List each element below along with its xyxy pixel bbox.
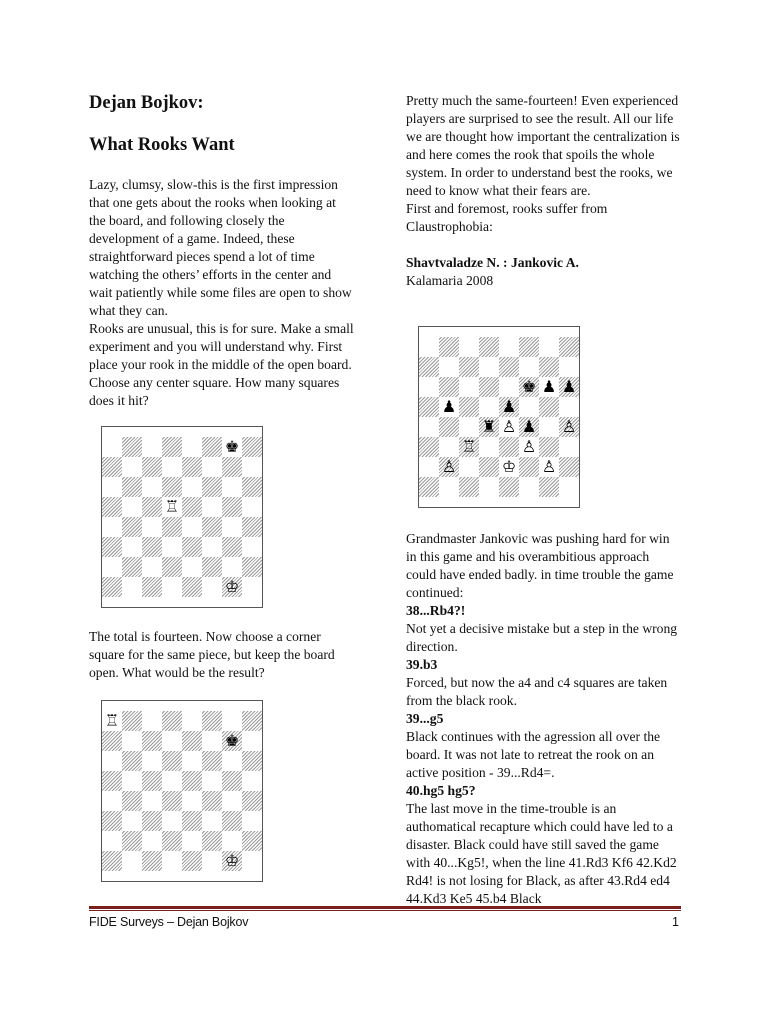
board-square (242, 711, 262, 731)
chess-piece-icon: ♔ (224, 577, 240, 596)
board-square (479, 457, 499, 477)
board-square (202, 577, 222, 597)
chess-piece-icon: ♙ (541, 457, 557, 476)
board-square (102, 791, 122, 811)
board-square (242, 771, 262, 791)
chess-piece-icon: ♙ (561, 417, 577, 436)
board-square (202, 751, 222, 771)
board-square (122, 457, 142, 477)
board-square (419, 457, 439, 477)
board-square (182, 791, 202, 811)
right-paragraph-1: Pretty much the same-fourteen! Even experienced players are surprised to see the result. All our life we are thought how important the centralization is and here comes the rook that spoils the whole system. In order to understand best the rooks, we need to know what their fears are. (406, 93, 680, 198)
board-square (559, 357, 579, 377)
board-square (102, 537, 122, 557)
board-square (202, 437, 222, 457)
chess-piece-icon: ♟ (541, 377, 557, 396)
commentary-intro: Grandmaster Jankovic was pushing hard for win in this game and his overambitious approach could have ended badly. in time trouble the game continued: (406, 531, 674, 600)
board-square (559, 457, 579, 477)
board-square (519, 457, 539, 477)
board-square (182, 477, 202, 497)
board-square (142, 751, 162, 771)
board-square (162, 577, 182, 597)
board-square (162, 771, 182, 791)
board-square (242, 791, 262, 811)
chess-piece-icon: ♜ (481, 417, 497, 436)
board-square (459, 377, 479, 397)
board-square (459, 397, 479, 417)
board-square (439, 417, 459, 437)
board-square (459, 417, 479, 437)
board-square (142, 831, 162, 851)
board-square (539, 417, 559, 437)
board-square (182, 577, 202, 597)
board-square (122, 517, 142, 537)
board-square (162, 711, 182, 731)
board-square (142, 731, 162, 751)
board-square (102, 731, 122, 751)
board-square (102, 497, 122, 517)
left-column (89, 92, 354, 410)
board-square (142, 557, 162, 577)
board-square (102, 477, 122, 497)
board-square (202, 497, 222, 517)
board-square (102, 437, 122, 457)
board-square (162, 437, 182, 457)
board-square (162, 811, 182, 831)
board-square (182, 557, 202, 577)
board-square (479, 337, 499, 357)
board-square (242, 457, 262, 477)
board-square (242, 577, 262, 597)
move-3: 39...g5 (406, 711, 444, 726)
board-square (439, 357, 459, 377)
board-square (142, 811, 162, 831)
board-square (539, 357, 559, 377)
board-square (419, 337, 439, 357)
board-square (242, 497, 262, 517)
board-square (202, 517, 222, 537)
board-square (202, 811, 222, 831)
board-square (559, 337, 579, 357)
game-event: Kalamaria 2008 (406, 273, 494, 288)
chess-piece-icon: ♔ (501, 457, 517, 476)
note-1: Not yet a decisive mistake but a step in the wrong direction. (406, 621, 678, 654)
board-square (182, 457, 202, 477)
board-square (499, 377, 519, 397)
board-square (459, 457, 479, 477)
board-square (102, 771, 122, 791)
board-square (242, 851, 262, 871)
board-square (182, 831, 202, 851)
board-square (459, 337, 479, 357)
chess-piece-icon: ♔ (224, 851, 240, 870)
footer-rule (89, 906, 681, 909)
board-square (122, 811, 142, 831)
chess-piece-icon: ♖ (164, 497, 180, 516)
board-square (102, 811, 122, 831)
board-square (182, 517, 202, 537)
note-3: Black continues with the agression all over the board. It was not late to retreat the rook on an active position - 39...Rd4=. (406, 729, 661, 780)
move-4: 40.hg5 hg5? (406, 783, 476, 798)
board-square (202, 791, 222, 811)
board-square (419, 437, 439, 457)
author-heading: Dejan Bojkov: (89, 93, 204, 113)
board-square (142, 477, 162, 497)
right-column (406, 92, 681, 290)
board-square (162, 557, 182, 577)
board-square (202, 557, 222, 577)
chess-diagram-3 (418, 326, 580, 508)
board-square (242, 557, 262, 577)
board-square (519, 357, 539, 377)
board-square (102, 457, 122, 477)
page-number: 1 (672, 915, 679, 929)
board-square (559, 477, 579, 497)
board-square (142, 577, 162, 597)
board-square (122, 731, 142, 751)
board-square (122, 557, 142, 577)
board-square (222, 537, 242, 557)
board-square (419, 377, 439, 397)
board-square (122, 437, 142, 457)
chess-piece-icon: ♚ (224, 731, 240, 750)
board-square (519, 397, 539, 417)
board-square (142, 437, 162, 457)
board-square (222, 711, 242, 731)
board-square (142, 497, 162, 517)
board-square (122, 577, 142, 597)
board-square (222, 771, 242, 791)
board-square (162, 851, 182, 871)
board-square (202, 731, 222, 751)
board-square (519, 337, 539, 357)
board-square (499, 437, 519, 457)
board-square (202, 831, 222, 851)
board-square (142, 457, 162, 477)
board-square (182, 811, 202, 831)
board-square (499, 477, 519, 497)
board-square (439, 337, 459, 357)
board-square (222, 791, 242, 811)
board-square (162, 517, 182, 537)
game-commentary (406, 530, 681, 908)
board-square (222, 811, 242, 831)
board-square (122, 851, 142, 871)
board-square (242, 811, 262, 831)
board-square (202, 457, 222, 477)
chess-piece-icon: ♟ (501, 397, 517, 416)
board-square (162, 751, 182, 771)
chess-piece-icon: ♙ (501, 417, 517, 436)
board-square (539, 437, 559, 457)
board-square (439, 477, 459, 497)
board-square (142, 711, 162, 731)
board-square (202, 851, 222, 871)
board-square (202, 771, 222, 791)
board-square (102, 557, 122, 577)
board-square (419, 417, 439, 437)
game-players: Shavtvaladze N. : Jankovic A. (406, 255, 579, 270)
board-square (242, 537, 262, 557)
chess-piece-icon: ♟ (561, 377, 577, 396)
left-paragraph-1: Lazy, clumsy, slow-this is the first impression that one gets about the rooks when looking at the board, and following closely the development of a game. Indeed, these straightforward pieces spend a lot of time watching the others’ efforts in the center and wait patiently while some files are open to show what they can. (89, 177, 352, 318)
footer-title: FIDE Surveys – Dejan Bojkov (89, 915, 249, 929)
board-square (102, 517, 122, 537)
chess-diagram-2 (101, 700, 263, 882)
board-square (242, 751, 262, 771)
board-square (439, 377, 459, 397)
chess-diagram-1 (101, 426, 263, 608)
left-paragraph-3: The total is fourteen. Now choose a corner square for the same piece, but keep the board open. What would be the result? (89, 629, 335, 680)
board-square (142, 851, 162, 871)
board-square (182, 497, 202, 517)
left-paragraph-2: Rooks are unusual, this is for sure. Make a small experiment and you will understand why. First place your rook in the middle of the open board. Choose any center square. How many squares does it hit? (89, 321, 354, 408)
board-square (419, 477, 439, 497)
board-square (539, 337, 559, 357)
board-square (222, 517, 242, 537)
board-square (142, 771, 162, 791)
board-square (182, 537, 202, 557)
board-square (242, 437, 262, 457)
board-square (242, 477, 262, 497)
chess-piece-icon: ♟ (521, 417, 537, 436)
board-square (182, 751, 202, 771)
move-2: 39.b3 (406, 657, 438, 672)
board-square (242, 831, 262, 851)
board-square (162, 477, 182, 497)
board-square (222, 751, 242, 771)
chess-piece-icon: ♙ (441, 457, 457, 476)
board-square (499, 357, 519, 377)
board-square (122, 831, 142, 851)
board-square (122, 711, 142, 731)
board-square (162, 537, 182, 557)
board-square (162, 791, 182, 811)
board-square (142, 517, 162, 537)
right-paragraph-2: First and foremost, rooks suffer from Claustrophobia: (406, 201, 608, 234)
board-square (459, 357, 479, 377)
board-square (182, 771, 202, 791)
board-square (479, 477, 499, 497)
board-square (419, 397, 439, 417)
board-square (559, 437, 579, 457)
board-square (182, 437, 202, 457)
board-square (559, 397, 579, 417)
board-square (202, 537, 222, 557)
board-square (222, 557, 242, 577)
board-square (479, 397, 499, 417)
board-square (222, 477, 242, 497)
note-4: The last move in the time-trouble is an authomatical recapture which could have led to a disaster. Black could have still saved the game with 40...Kg5!, when the line 41.Rd3 Kf6 42.Kd2 Rd4! is not losing for Black, as after 43.Rd4 ed4 44.Kd3 Ke5 45.b4 Black (406, 801, 677, 906)
board-square (142, 791, 162, 811)
move-1: 38...Rb4?! (406, 603, 466, 618)
chess-piece-icon: ♖ (461, 437, 477, 456)
board-square (162, 457, 182, 477)
board-square (222, 497, 242, 517)
board-square (122, 477, 142, 497)
board-square (202, 711, 222, 731)
board-square (122, 771, 142, 791)
board-square (142, 537, 162, 557)
board-square (439, 437, 459, 457)
chess-piece-icon: ♙ (521, 437, 537, 456)
board-square (122, 751, 142, 771)
board-square (222, 457, 242, 477)
board-square (102, 831, 122, 851)
board-square (539, 397, 559, 417)
footer-rule-thin (89, 910, 681, 911)
board-square (479, 437, 499, 457)
board-square (102, 851, 122, 871)
chess-piece-icon: ♚ (224, 437, 240, 456)
board-square (519, 477, 539, 497)
article-title: What Rooks Want (89, 135, 235, 155)
chess-piece-icon: ♟ (441, 397, 457, 416)
board-square (122, 537, 142, 557)
board-square (122, 497, 142, 517)
board-square (182, 851, 202, 871)
board-square (419, 357, 439, 377)
board-square (222, 831, 242, 851)
board-square (479, 377, 499, 397)
board-square (182, 711, 202, 731)
board-square (499, 337, 519, 357)
board-square (202, 477, 222, 497)
chess-piece-icon: ♚ (521, 377, 537, 396)
board-square (102, 577, 122, 597)
board-square (242, 517, 262, 537)
chess-piece-icon: ♖ (104, 711, 120, 730)
board-square (162, 831, 182, 851)
board-square (479, 357, 499, 377)
board-square (459, 477, 479, 497)
board-square (242, 731, 262, 751)
board-square (102, 751, 122, 771)
board-square (162, 731, 182, 751)
note-2: Forced, but now the a4 and c4 squares are taken from the black rook. (406, 675, 668, 708)
board-square (539, 477, 559, 497)
board-square (182, 731, 202, 751)
board-square (122, 791, 142, 811)
